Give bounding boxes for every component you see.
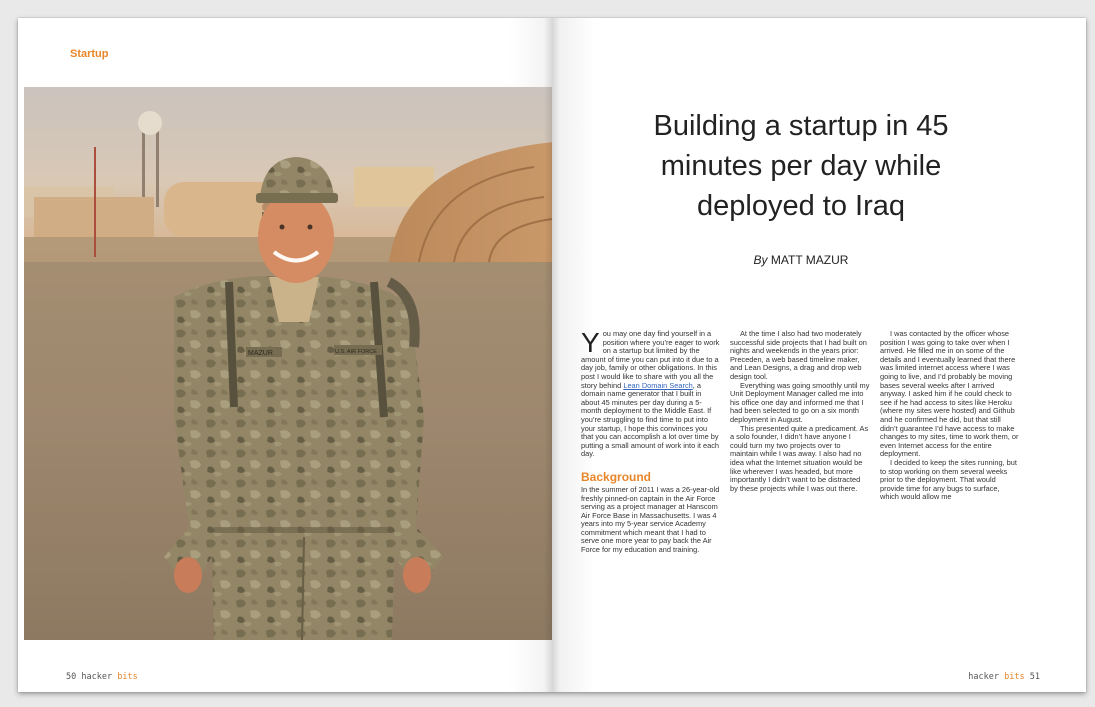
- byline: [592, 253, 1010, 267]
- folio-right: [940, 672, 1040, 682]
- article-column-2: [730, 330, 870, 642]
- background-paragraph-4: This presented quite a predicament. As a solo founder, I didn’t have anyone I could turn my two projects over to maintain while I was away. I also had no idea what the Internet situation would be like wherever I was headed, but more importantly I didn’t want to be distracted by these projects while I was out there.: [730, 423, 869, 493]
- spine-shadow: [544, 18, 560, 692]
- background-paragraph-3: Everything was going smoothly until my Unit Deployment Manager called me into his office one day and informed me that I had been selected to go on a six month deployment in August.: [730, 380, 870, 424]
- page-number-right: 51: [1029, 672, 1040, 682]
- drop-cap: Y: [581, 330, 600, 358]
- branch-tape-text: U.S. AIR FORCE: [335, 349, 377, 355]
- folio-brand-left: hacker: [81, 672, 113, 682]
- background-heading: Background: [581, 469, 652, 484]
- intro-text-1: ou may one day find yourself in a position where you’re eager to work on a startup but limited by the amount of time you can put into it due to a day job, family or other obligations. In this post I would like to share with you all the story behind: [581, 330, 720, 390]
- section-label: Startup: [70, 48, 109, 60]
- background-paragraph-5: I was contacted by the officer whose position I was going to take over when I arrived. He filled me in on some of the details and I eventually learned that there was limited internet access where I was going to live, and I’d probably be moving bases several weeks after I arrived anyway. I asked him if he could check to see if he had access to sites like Heroku (where my sites were hosted) and Github and he confirmed he did, but that still didn’t guarantee I’d have access to make changes to my sites, time to work them, or even Internet access for the entire deployment.: [880, 330, 1019, 459]
- article-column-1: [581, 330, 721, 642]
- lean-domain-search-link[interactable]: Lean Domain Search: [623, 380, 693, 390]
- title-line-2: minutes per day while: [660, 150, 942, 182]
- author-name: MATT MAZUR: [770, 253, 849, 267]
- intro-text-2: , a domain name generator that I built in about 45 minutes per day during a 5-month deployment to the Middle East. If you’re struggling to find time to put into your startup, I hope this convinces you that you can accomplish a lot over time by putting a small amount of work into it each day.: [581, 380, 720, 459]
- title-line-1: Building a startup in 45: [653, 110, 949, 142]
- background-paragraph-6: I decided to keep the sites running, but to stop working on them several weeks prior to the deployment. That would provide time for any bugs to surface, which would allow me: [880, 457, 1017, 502]
- byline-prefix: By: [753, 253, 768, 267]
- name-tape-text: MAZUR: [248, 350, 273, 357]
- page-number-left: 50: [66, 672, 77, 682]
- folio-brand-accent-left: bits: [117, 672, 138, 682]
- soldier-photo-illustration: [24, 87, 554, 640]
- intro-paragraph: [581, 330, 721, 459]
- background-paragraph-2: At the time I also had two moderately successful side projects that I had built on nights and weekends in the years prior: Preceden, a web based timeline maker, and Lean Designs, a drag and drop web design tool.: [730, 330, 867, 381]
- folio-brand-accent-right: bits: [1004, 672, 1025, 682]
- background-paragraph-1: In the summer of 2011 I was a 26-year-old freshly pinned-on captain in the Air Force serving as a project manager at Hanscom Air Force Base in Massachusetts. I was 4 years into my 5-year service Academy commitment which meant that I had to serve one more year to pay back the Air Force for my education and training.: [581, 484, 720, 555]
- folio-brand-right: hacker: [968, 672, 1000, 682]
- article-title: [592, 106, 1010, 226]
- title-line-3: deployed to Iraq: [697, 190, 905, 222]
- folio-left: [66, 672, 138, 682]
- left-page: [18, 18, 552, 692]
- article-column-3: [880, 330, 1020, 642]
- article-photo: [24, 87, 554, 640]
